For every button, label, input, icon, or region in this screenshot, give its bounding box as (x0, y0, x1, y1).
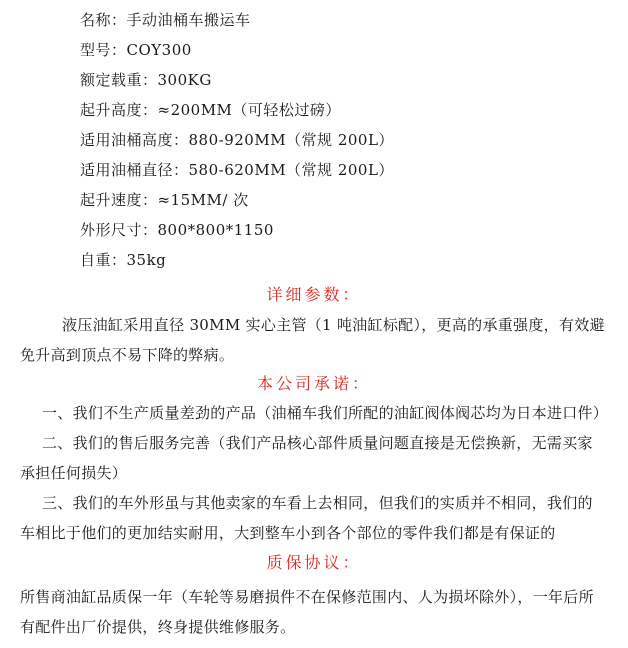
details-paragraph: 液压油缸采用直径 30MM 实心主管（1 吨油缸标配），更高的承重强度，有效避免升高到顶点不易下降的弊病。 (20, 316, 605, 364)
details-heading: 详细参数： (266, 285, 362, 304)
promise-item-3: 三、我们的车外形虽与其他卖家的车看上去相同，但我们的实质并不相同，我们的车相比于他们的更加结实耐用，大到整车小到各个部位的零件我们都是有保证的 (20, 494, 593, 542)
spec-drum-height: 适用油桶高度：880-920MM（常规 200L） (80, 131, 394, 149)
spec-drum-diameter: 适用油桶直径：580-620MM（常规 200L） (80, 161, 394, 179)
promise-item-2: 二、我们的售后服务完善（我们产品核心部件质量问题直接是无偿换新，无需买家承担任何损失） (20, 434, 593, 482)
spec-weight: 自重：35kg (80, 251, 167, 269)
spec-dimensions: 外形尺寸：800*800*1150 (80, 221, 274, 239)
spec-rated-load: 额定载重：300KG (80, 71, 212, 89)
warranty-paragraph: 所售商油缸品质保一年（车轮等易磨损件不在保修范围内、人为损坏除外），一年后所有配件出厂价提供，终身提供维修服务。 (20, 588, 594, 636)
spec-model: 型号：COY300 (80, 41, 192, 59)
warranty-heading: 质保协议： (266, 553, 362, 572)
promise-heading: 本公司承诺： (256, 374, 371, 393)
spec-name: 名称：手动油桶车搬运车 (80, 11, 251, 29)
promise-item-1: 一、我们不生产质量差劲的产品（油桶车我们所配的油缸阀体阀芯均为日本进口件） (42, 404, 609, 422)
spec-lift-speed: 起升速度：≈15MM/ 次 (80, 191, 249, 209)
spec-lift-height: 起升高度：≈200MM（可轻松过磅） (80, 101, 341, 119)
